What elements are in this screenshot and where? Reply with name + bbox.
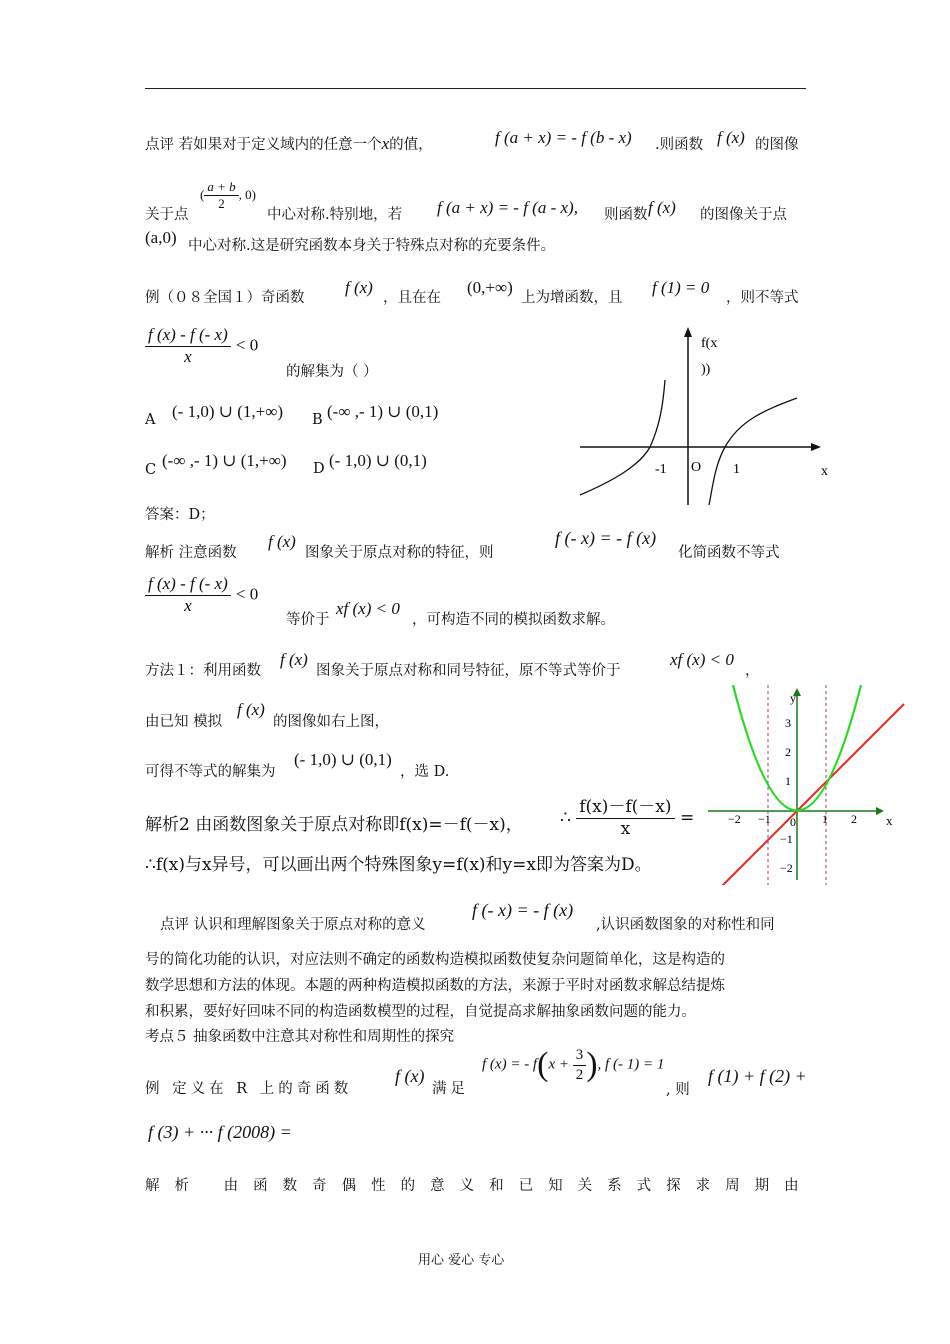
solution2-fraction: ∴ $\frac{f(x)-f(-x)}{x}$ =: [560, 797, 695, 839]
option-d: (- 1,0) ∪ (0,1): [329, 451, 427, 470]
graph1-x-arrow: [811, 443, 821, 451]
method1-text: 图象关于原点对称和同号特征，原不等式等价于: [316, 663, 621, 679]
graph2-xtick-neg2: −2: [728, 812, 741, 826]
example-text-increasing: 上为增函数，且: [521, 290, 623, 306]
example2-condition: f (x) = - f(x + $\frac{3}{2}$ ), f (- 1) = 1: [482, 1046, 665, 1083]
solution-text-construct: ，可构造不同的模拟函数求解。: [412, 612, 615, 628]
example2-then: , 则: [666, 1082, 690, 1098]
review-text-graph: 的图像: [755, 137, 799, 153]
method1-xfx: xf (x) < 0: [670, 650, 734, 669]
option-c: (-∞ ,- 1) ∪ (1,+∞): [162, 451, 287, 470]
method1-result: 可得不等式的解集为: [145, 764, 276, 780]
symmetry-point: ( $\frac{a + b}{2}$ , 0): [200, 179, 256, 212]
method1-fx2: f (x): [237, 700, 265, 719]
example2-sum-1: f (1) + f (2) +: [708, 1066, 807, 1086]
review-line-3: 中心对称.这是研究函数本身关于特殊点对称的充要条件。: [188, 238, 556, 254]
option-c-label: C: [145, 462, 157, 478]
method1-simulate: 由已知 模拟: [145, 714, 223, 730]
example2-satisfies: 满足: [432, 1081, 469, 1097]
option-b: (-∞ ,- 1) ∪ (0,1): [327, 402, 439, 421]
graph1-tick-1: 1: [733, 462, 740, 477]
review-about-point: 关于点: [145, 207, 189, 223]
review2-text: ,认识函数图象的对称性和同: [596, 917, 775, 933]
review2-intro: 点评 认识和理解图象关于原点对称的意义: [160, 917, 426, 933]
graph1-origin: O: [691, 460, 702, 475]
graph2-ytick-neg1: −1: [780, 832, 793, 846]
example2-sum-2: f (3) + ··· f (2008) =: [148, 1122, 292, 1142]
graph2-ylabel: y: [790, 691, 796, 705]
review-line-1: 点评 若如果对于定义域内的任意一个x的值，: [145, 134, 433, 153]
review-fx: f (x): [717, 128, 745, 147]
example2-solution: 解析 由函数奇偶性的意义和已知关系式探求周期由: [145, 1178, 814, 1194]
solution2-line2: ∴f(x)与x异号，可以画出两个特殊图象y=f(x)和y=x即为答案为D。: [145, 855, 652, 875]
method1-intro: 方法１：利用函数: [145, 663, 261, 679]
header-rule: [145, 88, 806, 89]
method1-fx: f (x): [280, 650, 308, 669]
graph1-left-branch: [580, 380, 665, 495]
graph2-origin: 0: [790, 815, 796, 829]
example-solution-set: 的解集为（ ）: [286, 364, 378, 380]
example-interval: (0,+∞): [467, 278, 513, 297]
solution-text-symmetry: 图象关于原点对称的特征，则: [305, 545, 494, 561]
graph2-ytick-1: 1: [785, 774, 791, 788]
example-fx: f (x): [345, 278, 373, 297]
page-footer: 用心 爱心 专心: [418, 1253, 505, 1268]
key-point-5: 考点５ 抽象函数中注意其对称性和周期性的探究: [145, 1029, 455, 1045]
method1-graph-text: 的图像如右上图，: [273, 714, 389, 730]
graph1-ylabel-1: f(x: [701, 336, 718, 351]
review2-eq: f (- x) = - f (x): [472, 900, 574, 920]
graph1-right-branch: [709, 398, 797, 505]
solution-text-simplify: 化简函数不等式: [678, 545, 780, 561]
option-a-label: A: [145, 412, 156, 428]
option-a: (- 1,0) ∪ (1,+∞): [172, 402, 284, 421]
graph1-xlabel: x: [821, 464, 828, 479]
graph2-xtick-2: 2: [851, 812, 857, 826]
option-b-label: B: [312, 412, 323, 428]
review-text-then2: 则函数: [604, 207, 648, 223]
graph1-ylabel-2: )): [701, 362, 711, 377]
graph2-line-y-eq-x: [720, 704, 904, 885]
solution-fx: f (x): [268, 532, 296, 551]
review-center-sym: 中心对称.特别地，若: [267, 207, 403, 223]
graph1-y-arrow: [684, 327, 692, 337]
graph2-xtick-neg1: −1: [758, 812, 771, 826]
method1-comma: ，: [745, 663, 760, 679]
graph1-tick-neg1: -1: [655, 462, 667, 477]
review-eq-2: f (a + x) = - f (a - x),: [437, 198, 578, 217]
example-text-and: ，且在在: [383, 290, 441, 306]
example2-fx: f (x): [395, 1066, 425, 1086]
method1-solution-set: (- 1,0) ∪ (0,1): [294, 750, 392, 769]
answer: 答案：D；: [145, 507, 215, 523]
graph2-ytick-2: 2: [785, 745, 791, 759]
review-text-then: .则函数: [655, 137, 704, 153]
graph2-ytick-neg2: −2: [780, 861, 793, 875]
solution-text-equiv: 等价于: [286, 612, 330, 628]
example-f1: f (1) = 0: [652, 278, 710, 297]
review2-line3: 数学思想和方法的体现。本题的两种构造模拟函数的方法，来源于平时对函数求解总结提炼: [145, 978, 725, 994]
solution-inequality: $\frac{f (x) - f (- x)}{x}$ < 0: [145, 575, 258, 615]
graph2-ytick-3: 3: [785, 716, 791, 730]
example-inequality: $\frac{f (x) - f (- x)}{x}$ < 0: [145, 326, 258, 366]
graph2-xlabel: x: [886, 813, 893, 828]
review-text-graph2: 的图像关于点: [700, 207, 787, 223]
model-function-graph: [706, 680, 906, 885]
solution-xfx: xf (x) < 0: [336, 599, 400, 618]
solution2-line1: 解析2 由函数图象关于原点对称即f(x)=－f(－x)，: [145, 815, 523, 835]
odd-function-graph: [575, 325, 835, 510]
review-eq-1: f (a + x) = - f (b - x): [495, 128, 632, 147]
example-intro: 例（０８全国１）奇函数: [145, 290, 305, 306]
example-text-ineq: ，则不等式: [726, 290, 799, 306]
solution-intro: 解析 注意函数: [145, 545, 237, 561]
method1-choose: ，选 D.: [400, 764, 450, 780]
graph2-x-arrow: [876, 807, 884, 815]
graph2-xtick-1: 1: [822, 812, 828, 826]
review-point-a0: (a,0): [145, 228, 177, 247]
option-d-label: D: [313, 461, 325, 477]
example2-intro: 例 定义在 R 上的奇函数: [145, 1081, 353, 1097]
solution-odd-eq: f (- x) = - f (x): [555, 528, 657, 548]
review2-line2: 号的简化功能的认识，对应法则不确定的函数构造模拟函数使复杂问题简单化，这是构造的: [145, 952, 725, 968]
review-fx-2: f (x): [648, 198, 676, 217]
review2-line4: 和积累，要好好回味不同的构造函数模型的过程，自觉提高求解抽象函数问题的能力。: [145, 1004, 696, 1020]
